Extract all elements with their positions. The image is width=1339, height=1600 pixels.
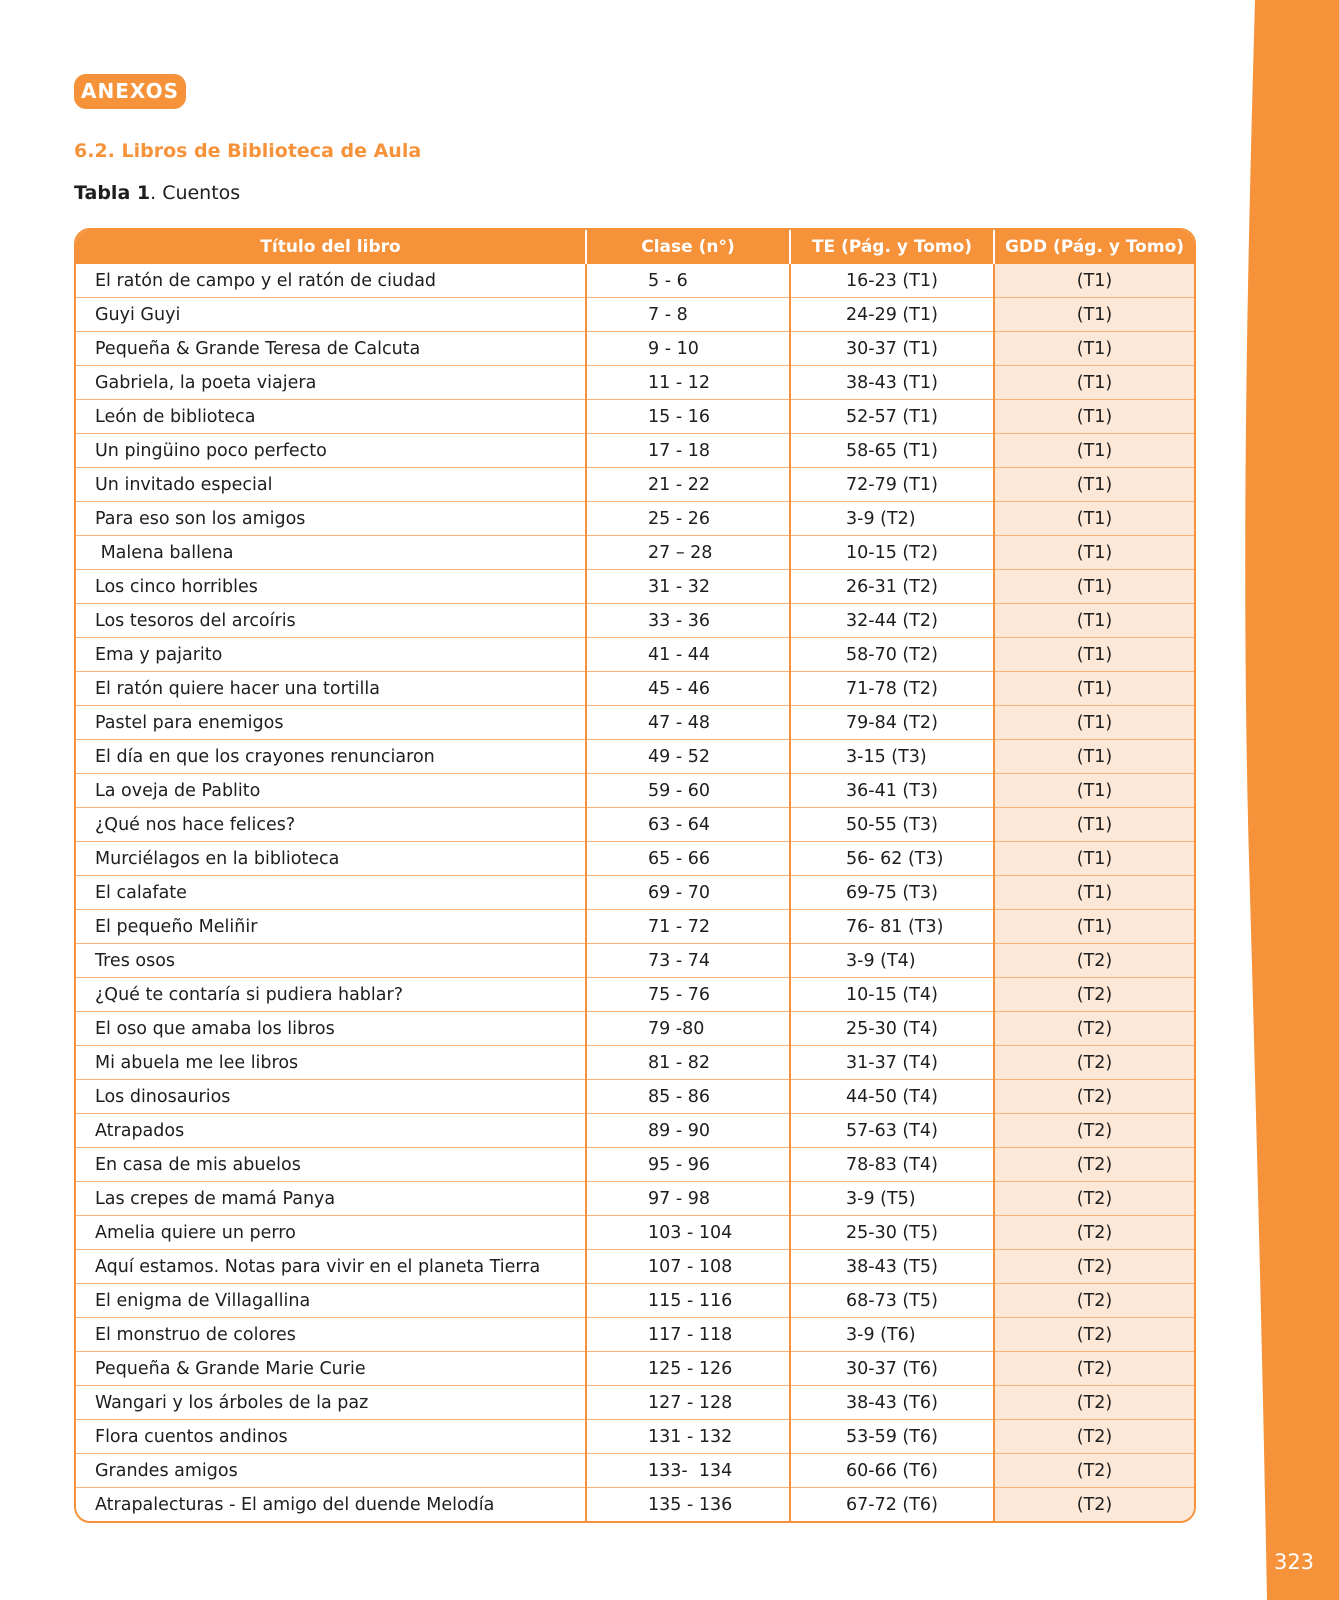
book-title-cell: Un invitado especial <box>76 468 586 502</box>
gdd-cell: (T2) <box>994 1216 1194 1250</box>
table-row <box>76 434 1194 468</box>
books-table <box>74 228 1196 1523</box>
clase-cell: 65 - 66 <box>586 842 790 876</box>
table-row <box>76 672 1194 706</box>
clase-cell: 103 - 104 <box>586 1216 790 1250</box>
te-cell: 38-43 (T6) <box>790 1386 994 1420</box>
te-cell: 72-79 (T1) <box>790 468 994 502</box>
clase-cell: 73 - 74 <box>586 944 790 978</box>
section-title: 6.2. Libros de Biblioteca de Aula <box>74 140 422 162</box>
clase-cell: 63 - 64 <box>586 808 790 842</box>
clase-cell: 125 - 126 <box>586 1352 790 1386</box>
table-row <box>76 298 1194 332</box>
clase-cell: 15 - 16 <box>586 400 790 434</box>
clase-cell: 9 - 10 <box>586 332 790 366</box>
table-row <box>76 366 1194 400</box>
table-row <box>76 706 1194 740</box>
gdd-cell: (T2) <box>994 1114 1194 1148</box>
book-title-cell: ¿Qué te contaría si pudiera hablar? <box>76 978 586 1012</box>
book-title-cell: Amelia quiere un perro <box>76 1216 586 1250</box>
table-row <box>76 910 1194 944</box>
clase-cell: 33 - 36 <box>586 604 790 638</box>
clase-cell: 11 - 12 <box>586 366 790 400</box>
book-title-cell: El pequeño Meliñir <box>76 910 586 944</box>
book-title-cell: Wangari y los árboles de la paz <box>76 1386 586 1420</box>
book-title-cell: Pequeña & Grande Marie Curie <box>76 1352 586 1386</box>
gdd-cell: (T2) <box>994 978 1194 1012</box>
te-cell: 69-75 (T3) <box>790 876 994 910</box>
gdd-cell: (T1) <box>994 434 1194 468</box>
clase-cell: 45 - 46 <box>586 672 790 706</box>
gdd-cell: (T2) <box>994 1250 1194 1284</box>
page-number: 323 <box>1273 1550 1315 1574</box>
clase-cell: 133- 134 <box>586 1454 790 1488</box>
clase-cell: 27 – 28 <box>586 536 790 570</box>
table-row <box>76 536 1194 570</box>
table-row <box>76 1352 1194 1386</box>
column-header-gdd: GDD (Pág. y Tomo) <box>994 230 1194 264</box>
table-caption-label: Tabla 1 <box>74 182 151 204</box>
clase-cell: 41 - 44 <box>586 638 790 672</box>
book-title-cell: El día en que los crayones renunciaron <box>76 740 586 774</box>
gdd-cell: (T2) <box>994 1386 1194 1420</box>
gdd-cell: (T2) <box>994 1352 1194 1386</box>
te-cell: 31-37 (T4) <box>790 1046 994 1080</box>
book-title-cell: Ema y pajarito <box>76 638 586 672</box>
table-row <box>76 1284 1194 1318</box>
table-row <box>76 1488 1194 1522</box>
te-cell: 67-72 (T6) <box>790 1488 994 1522</box>
column-header-clase: Clase (n°) <box>586 230 790 264</box>
te-cell: 3-9 (T2) <box>790 502 994 536</box>
table-row <box>76 264 1194 298</box>
book-title-cell: Para eso son los amigos <box>76 502 586 536</box>
te-cell: 53-59 (T6) <box>790 1420 994 1454</box>
clase-cell: 131 - 132 <box>586 1420 790 1454</box>
clase-cell: 115 - 116 <box>586 1284 790 1318</box>
gdd-cell: (T1) <box>994 706 1194 740</box>
te-cell: 60-66 (T6) <box>790 1454 994 1488</box>
te-cell: 38-43 (T5) <box>790 1250 994 1284</box>
gdd-cell: (T1) <box>994 604 1194 638</box>
te-cell: 3-9 (T4) <box>790 944 994 978</box>
book-title-cell: Tres osos <box>76 944 586 978</box>
te-cell: 58-70 (T2) <box>790 638 994 672</box>
clase-cell: 69 - 70 <box>586 876 790 910</box>
te-cell: 10-15 (T2) <box>790 536 994 570</box>
gdd-cell: (T1) <box>994 536 1194 570</box>
table-header-row <box>76 230 1194 264</box>
table-row <box>76 842 1194 876</box>
gdd-cell: (T2) <box>994 1182 1194 1216</box>
gdd-cell: (T1) <box>994 910 1194 944</box>
column-header-te: TE (Pág. y Tomo) <box>790 230 994 264</box>
te-cell: 25-30 (T5) <box>790 1216 994 1250</box>
gdd-cell: (T2) <box>994 1046 1194 1080</box>
clase-cell: 85 - 86 <box>586 1080 790 1114</box>
table-row <box>76 1046 1194 1080</box>
table-row <box>76 1420 1194 1454</box>
te-cell: 38-43 (T1) <box>790 366 994 400</box>
gdd-cell: (T1) <box>994 298 1194 332</box>
book-title-cell: El oso que amaba los libros <box>76 1012 586 1046</box>
te-cell: 58-65 (T1) <box>790 434 994 468</box>
book-title-cell: Mi abuela me lee libros <box>76 1046 586 1080</box>
table-row <box>76 774 1194 808</box>
table-row <box>76 604 1194 638</box>
gdd-cell: (T2) <box>994 1420 1194 1454</box>
te-cell: 26-31 (T2) <box>790 570 994 604</box>
table-row <box>76 1148 1194 1182</box>
table-row <box>76 808 1194 842</box>
gdd-cell: (T1) <box>994 740 1194 774</box>
book-title-cell: Malena ballena <box>76 536 586 570</box>
clase-cell: 21 - 22 <box>586 468 790 502</box>
book-title-cell: El ratón de campo y el ratón de ciudad <box>95 270 437 291</box>
table-row <box>76 570 1194 604</box>
gdd-cell: (T2) <box>994 1318 1194 1352</box>
book-title-cell: Murciélagos en la biblioteca <box>76 842 586 876</box>
table-row <box>76 1182 1194 1216</box>
book-title-cell: Los cinco horribles <box>76 570 586 604</box>
book-title-cell: Gabriela, la poeta viajera <box>76 366 586 400</box>
table-caption <box>74 182 240 204</box>
gdd-cell: (T1) <box>994 876 1194 910</box>
te-cell: 24-29 (T1) <box>790 298 994 332</box>
clase-cell: 127 - 128 <box>586 1386 790 1420</box>
table-row <box>76 638 1194 672</box>
clase-cell: 47 - 48 <box>586 706 790 740</box>
table-row <box>76 1012 1194 1046</box>
clase-cell: 81 - 82 <box>586 1046 790 1080</box>
gdd-cell: (T1) <box>994 332 1194 366</box>
book-title-cell: Pastel para enemigos <box>76 706 586 740</box>
book-title-cell: León de biblioteca <box>76 400 586 434</box>
gdd-cell: (T2) <box>994 1488 1194 1522</box>
te-cell: 52-57 (T1) <box>790 400 994 434</box>
gdd-cell: (T1) <box>994 366 1194 400</box>
table-row <box>76 1216 1194 1250</box>
table-row <box>76 1386 1194 1420</box>
book-title-cell: Un pingüino poco perfecto <box>76 434 586 468</box>
te-cell: 57-63 (T4) <box>790 1114 994 1148</box>
te-cell: 71-78 (T2) <box>790 672 994 706</box>
book-title-cell: Las crepes de mamá Panya <box>76 1182 586 1216</box>
table-row <box>76 1114 1194 1148</box>
te-cell: 50-55 (T3) <box>790 808 994 842</box>
table-row <box>76 944 1194 978</box>
book-title-cell: Atrapados <box>76 1114 586 1148</box>
table-row <box>76 1318 1194 1352</box>
gdd-cell: (T2) <box>994 1148 1194 1182</box>
book-title-cell: En casa de mis abuelos <box>76 1148 586 1182</box>
annex-badge: ANEXOS <box>74 74 186 109</box>
te-cell: 3-9 (T6) <box>790 1318 994 1352</box>
clase-cell: 17 - 18 <box>586 434 790 468</box>
clase-cell: 107 - 108 <box>586 1250 790 1284</box>
gdd-cell: (T1) <box>994 400 1194 434</box>
clase-cell: 59 - 60 <box>586 774 790 808</box>
clase-cell: 79 -80 <box>586 1012 790 1046</box>
book-title-cell: El enigma de Villagallina <box>76 1284 586 1318</box>
te-cell: 68-73 (T5) <box>790 1284 994 1318</box>
table-row <box>76 978 1194 1012</box>
table-row <box>76 332 1194 366</box>
te-cell: 25-30 (T4) <box>790 1012 994 1046</box>
book-title-cell: Atrapalecturas - El amigo del duende Melodía <box>76 1488 586 1522</box>
te-cell: 3-9 (T5) <box>790 1182 994 1216</box>
table-row <box>76 1250 1194 1284</box>
clase-cell: 49 - 52 <box>586 740 790 774</box>
gdd-cell: (T2) <box>994 1454 1194 1488</box>
clase-cell: 31 - 32 <box>586 570 790 604</box>
column-header-title: Título del libro <box>76 230 586 264</box>
gdd-cell: (T2) <box>994 944 1194 978</box>
te-cell: 79-84 (T2) <box>790 706 994 740</box>
table-row <box>76 876 1194 910</box>
table-caption-text: . Cuentos <box>150 182 241 204</box>
te-cell: 44-50 (T4) <box>790 1080 994 1114</box>
te-cell: 76- 81 (T3) <box>790 910 994 944</box>
clase-cell: 5 - 6 <box>586 264 790 298</box>
clase-cell: 97 - 98 <box>586 1182 790 1216</box>
clase-cell: 95 - 96 <box>586 1148 790 1182</box>
gdd-cell: (T1) <box>994 570 1194 604</box>
table-row <box>76 1080 1194 1114</box>
book-title-cell: El monstruo de colores <box>76 1318 586 1352</box>
clase-cell: 135 - 136 <box>586 1488 790 1522</box>
book-title-cell: El ratón quiere hacer una tortilla <box>76 672 586 706</box>
te-cell: 56- 62 (T3) <box>790 842 994 876</box>
book-title-cell: La oveja de Pablito <box>76 774 586 808</box>
side-decoration-band <box>1239 0 1339 1600</box>
te-cell: 3-15 (T3) <box>790 740 994 774</box>
book-title-cell: Flora cuentos andinos <box>76 1420 586 1454</box>
te-cell: 36-41 (T3) <box>790 774 994 808</box>
clase-cell: 75 - 76 <box>586 978 790 1012</box>
book-title-cell: Los tesoros del arcoíris <box>76 604 586 638</box>
gdd-cell: (T1) <box>994 842 1194 876</box>
book-title-cell: ¿Qué nos hace felices? <box>76 808 586 842</box>
table-row <box>76 468 1194 502</box>
table-row <box>76 1454 1194 1488</box>
gdd-cell: (T1) <box>994 672 1194 706</box>
gdd-cell: (T1) <box>994 638 1194 672</box>
book-title-cell: Grandes amigos <box>76 1454 586 1488</box>
clase-cell: 71 - 72 <box>586 910 790 944</box>
gdd-cell: (T1) <box>994 808 1194 842</box>
gdd-cell: (T2) <box>994 1012 1194 1046</box>
gdd-cell: (T1) <box>994 774 1194 808</box>
table-row <box>76 502 1194 536</box>
table-row <box>76 400 1194 434</box>
book-title-cell: Aquí estamos. Notas para vivir en el planeta Tierra <box>76 1250 586 1284</box>
gdd-cell: (T1) <box>994 468 1194 502</box>
te-cell: 32-44 (T2) <box>790 604 994 638</box>
te-cell: 30-37 (T1) <box>790 332 994 366</box>
gdd-cell: (T1) <box>994 264 1194 298</box>
book-title-cell: Guyi Guyi <box>76 298 586 332</box>
clase-cell: 7 - 8 <box>586 298 790 332</box>
book-title-cell: El calafate <box>76 876 586 910</box>
clase-cell: 117 - 118 <box>586 1318 790 1352</box>
table-row <box>76 740 1194 774</box>
book-title-cell: Pequeña & Grande Teresa de Calcuta <box>76 332 586 366</box>
te-cell: 30-37 (T6) <box>790 1352 994 1386</box>
clase-cell: 25 - 26 <box>586 502 790 536</box>
gdd-cell: (T2) <box>994 1284 1194 1318</box>
te-cell: 78-83 (T4) <box>790 1148 994 1182</box>
book-title-cell: Los dinosaurios <box>76 1080 586 1114</box>
gdd-cell: (T1) <box>994 502 1194 536</box>
te-cell: 10-15 (T4) <box>790 978 994 1012</box>
te-cell: 16-23 (T1) <box>790 264 994 298</box>
clase-cell: 89 - 90 <box>586 1114 790 1148</box>
gdd-cell: (T2) <box>994 1080 1194 1114</box>
